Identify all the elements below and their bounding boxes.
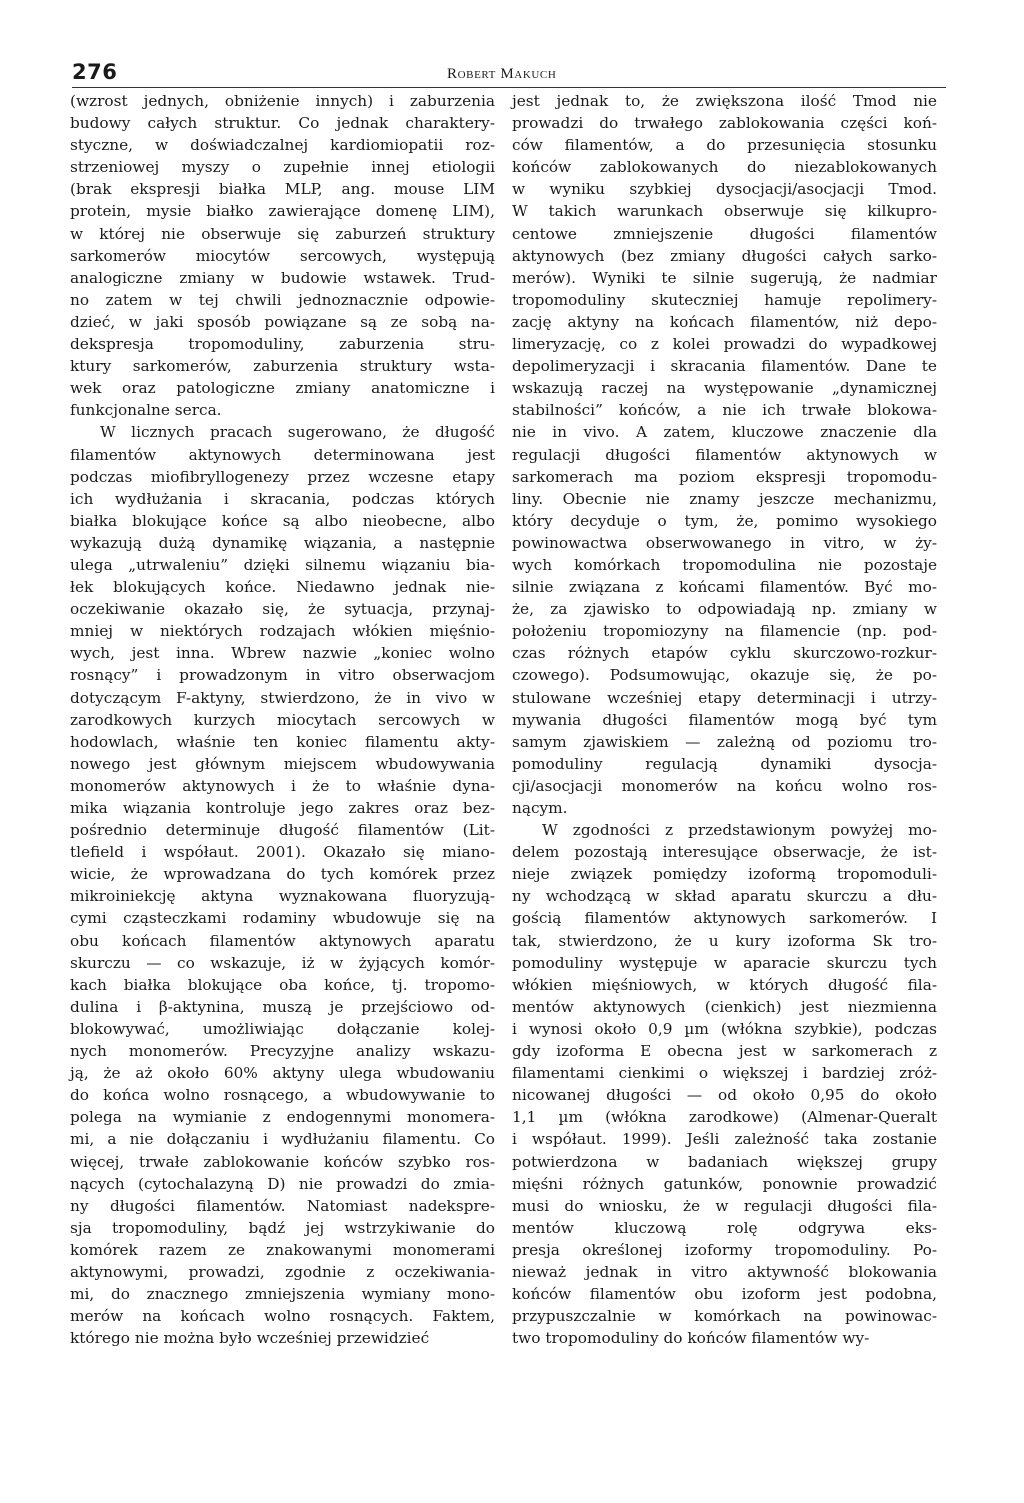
text-line: wych komórkach tropomodulina nie pozostaje <box>512 555 937 574</box>
text-line: włókien mięśniowych, w których długość fila- <box>512 975 937 994</box>
text-line: końców zablokowanych do niezablokowanych <box>512 158 937 177</box>
text-line: mi, a nie dołączaniu i wydłużaniu filamentu. Co <box>70 1130 495 1149</box>
text-line: centowe zmniejszenie długości filamentów <box>512 224 937 243</box>
text-line: regulacji długości filamentów aktynowych w <box>512 445 937 464</box>
text-line: tak, stwierdzono, że u kury izoforma Sk tro- <box>512 931 937 950</box>
text-line: białka blokujące końce są albo nieobecne, albo <box>70 511 495 530</box>
text-line: mi, do znacznego zmniejszenia wymiany mono- <box>70 1285 495 1304</box>
text-line: limeryzację, co z kolei prowadzi do wypadkowej <box>512 335 937 354</box>
text-line: prowadzi do trwałego zablokowania części koń- <box>512 114 937 133</box>
text-line: mika wiązania kontroluje jego zakres oraz bez- <box>70 799 495 817</box>
text-line: sarkomerach ma poziom ekspresji tropomodu- <box>512 467 937 486</box>
text-line: pomoduliny regulacją dynamiki dysocja- <box>512 754 937 773</box>
right-column <box>512 90 937 1349</box>
text-line: filamentami cienkimi o większej i bardziej zróż- <box>512 1064 937 1083</box>
text-line: ny długości filamentów. Natomiast nadekspre- <box>70 1196 495 1215</box>
header-rule <box>72 87 946 88</box>
text-line: tlefield i współaut. 2001). Okazało się miano- <box>70 843 495 862</box>
text-line: wek oraz patologiczne zmiany anatomiczne i <box>70 379 495 398</box>
left-column <box>70 90 495 1349</box>
text-line: którego nie można było wcześniej przewidzieć <box>70 1329 430 1348</box>
text-line: czowego). Podsumowując, okazuje się, że po- <box>512 666 937 685</box>
text-line: oczekiwanie okazało się, że sytuacja, przynaj- <box>70 600 495 619</box>
text-line: mikroiniekcję aktyna wyznakowana fluoryzują- <box>70 887 495 906</box>
text-line: w wyniku szybkiej dysocjacji/asocjacji Tmod. <box>512 180 937 199</box>
page-number: 276 <box>72 60 118 84</box>
text-line: wykazują dużą dynamikę wiązania, a następnie <box>70 533 495 552</box>
text-line: aktynowych (bez zmiany długości całych sarko- <box>512 246 937 265</box>
text-line: pośrednio determinuje długość filamentów (Lit- <box>70 821 495 840</box>
text-line: ich wydłużania i skracania, podczas których <box>70 489 495 508</box>
text-line: wskazują raczej na występowanie „dynamicznej <box>512 379 937 398</box>
text-line: W licznych pracach sugerowano, że długość <box>100 423 495 442</box>
page-header <box>72 58 946 88</box>
text-line: gością filamentów aktynowych sarkomerów. I <box>512 909 937 928</box>
text-line: delem pozostają interesujące obserwacje, że ist- <box>512 843 937 862</box>
text-line: 1,1 µm (włókna zarodkowe) (Almenar-Queralt <box>512 1108 937 1127</box>
text-line: kach białka blokujące oba końce, tj. tropomo- <box>70 975 495 994</box>
text-line: powinowactwa obserwowanego in vitro, w ży- <box>512 533 937 552</box>
text-line: stabilności” końców, a nie ich trwałe blokowa- <box>512 401 937 420</box>
text-line: ulega „utrwaleniu” dzięki silnemu wiązaniu bia- <box>70 555 495 574</box>
text-line: stulowane wcześniej etapy determinacji i utrzy- <box>512 688 937 707</box>
text-line: musi do wniosku, że w regulacji długości fila- <box>512 1196 937 1215</box>
text-line: dekspresja tropomoduliny, zaburzenia stru- <box>70 335 495 354</box>
text-line: no zatem w tej chwili jednoznacznie odpowie- <box>70 290 495 309</box>
text-line: ją, że aż około 60% aktyny ulega wbudowaniu <box>70 1064 495 1083</box>
text-line: polega na wymianie z endogennymi monomera- <box>70 1108 495 1127</box>
text-line: filamentów aktynowych determinowana jest <box>70 445 495 464</box>
text-line: ny wchodzącą w skład aparatu skurczu a dłu- <box>512 887 937 906</box>
text-line: silnie związana z końcami filamentów. Być mo- <box>512 578 937 597</box>
text-line: samym zjawiskiem — zależną od poziomu tro- <box>512 732 937 751</box>
text-line: dulina i β-aktynina, muszą je przejściowo od- <box>70 997 495 1016</box>
text-line: mięśni różnych gatunków, ponownie prowadzić <box>512 1174 937 1193</box>
text-line: nieje związek pomiędzy izoformą tropomoduli- <box>512 865 937 884</box>
text-line: wicie, że wprowadzana do tych komórek przez <box>70 865 495 884</box>
text-line: hodowlach, właśnie ten koniec filamentu akty- <box>70 732 495 751</box>
text-line: nych monomerów. Precyzyjne analizy wskazu- <box>70 1042 495 1061</box>
text-line: sarkomerów miocytów sercowych, występują <box>70 246 495 265</box>
text-line: blokowywać, umożliwiając dołączanie kolej- <box>70 1019 495 1038</box>
text-line: że, za zjawisko to odpowiadają np. zmiany w <box>512 600 937 619</box>
text-line: tropomoduliny skuteczniej hamuje repolimery- <box>512 290 937 309</box>
text-line: merów). Wyniki te silnie sugerują, że nadmiar <box>512 268 937 287</box>
text-line: jest jednak to, że zwiększona ilość Tmod nie <box>512 92 937 110</box>
text-line: mywania długości filamentów mogą być tym <box>512 710 937 729</box>
text-line: sja tropomoduliny, bądź jej wstrzykiwanie do <box>70 1218 495 1237</box>
text-line: skurczu — co wskazuje, iż w żyjących komór- <box>70 953 495 972</box>
text-line: dzieć, w jaki sposób powiązane są ze sobą na- <box>70 312 495 331</box>
text-line: nicowanej długości — od około 0,95 do około <box>512 1086 937 1105</box>
text-line: mniej w niektórych rodzajach włókien mięśnio- <box>70 622 495 641</box>
text-line: gdy izoforma E obecna jest w sarkomerach z <box>512 1042 937 1061</box>
text-line: mentów kluczową rolę odgrywa eks- <box>512 1218 937 1237</box>
text-line: przypuszczalnie w komórkach na powinowac- <box>512 1307 937 1326</box>
text-line: presja określonej izoformy tropomoduliny. Po- <box>512 1240 937 1259</box>
text-line: nowego jest głównym miejscem wbudowywania <box>70 754 495 773</box>
text-line: protein, mysie białko zawierające domenę LIM), <box>70 202 495 221</box>
text-line: położeniu tropomiozyny na filamencie (np. pod- <box>512 622 937 641</box>
text-line: w której nie obserwuje się zaburzeń struktury <box>70 224 495 243</box>
text-line: nących (cytochalazyną D) nie prowadzi do zmia- <box>70 1174 495 1193</box>
text-line: ktury sarkomerów, zaburzenia struktury wsta- <box>70 357 495 376</box>
text-line: two tropomoduliny do końców filamentów wy- <box>512 1329 870 1348</box>
text-line: i wynosi około 0,9 µm (włókna szybkie), podczas <box>512 1019 937 1038</box>
text-line: (wzrost jednych, obniżenie innych) i zaburzenia <box>70 92 495 110</box>
text-line: W takich warunkach obserwuje się kilkupro- <box>512 202 937 221</box>
text-line: łek blokujących końce. Niedawno jednak nie- <box>70 578 495 597</box>
text-line: który decyduje o tym, że, pomimo wysokiego <box>512 511 937 530</box>
text-line: dotyczącym F-aktyny, stwierdzono, że in vivo w <box>70 688 495 707</box>
text-line: (brak ekspresji białka MLP, ang. mouse LIM <box>70 180 495 199</box>
running-head: Robert Makuch <box>447 66 557 82</box>
text-line: komórek razem ze znakowanymi monomerami <box>70 1240 495 1259</box>
text-line: zarodkowych kurzych miocytach sercowych w <box>70 710 495 729</box>
text-line: obu końcach filamentów aktynowych aparatu <box>70 931 495 950</box>
text-line: analogiczne zmiany w budowie wstawek. Trud- <box>70 268 495 287</box>
text-line: więcej, trwałe zablokowanie końców szybko ros- <box>70 1152 495 1171</box>
text-line: liny. Obecnie nie znamy jeszcze mechanizmu, <box>512 489 937 508</box>
text-line: rosnący” i prowadzonym in vitro obserwacjom <box>70 666 495 685</box>
text-line: wych, jest inna. Wbrew nazwie „koniec wolno <box>70 644 495 663</box>
text-line: końców filamentów obu izoform jest podobna, <box>512 1285 937 1304</box>
text-line: budowy całych struktur. Co jednak charaktery- <box>70 114 495 133</box>
text-line: potwierdzona w badaniach większej grupy <box>512 1152 937 1171</box>
text-line: nącym. <box>512 799 568 817</box>
text-line: podczas miofibryllogenezy przez wczesne etapy <box>70 467 495 486</box>
text-line: pomoduliny występuje w aparacie skurczu tych <box>512 953 937 972</box>
text-line: zację aktyny na końcach filamentów, niż depo- <box>512 312 937 331</box>
text-line: W zgodności z przedstawionym powyżej mo- <box>542 821 937 840</box>
text-line: strzeniowej myszy o zupełnie innej etiologii <box>70 158 495 177</box>
text-line: cymi cząsteczkami rodaminy wbudowuje się na <box>70 909 495 928</box>
text-line: monomerów aktynowych i że to właśnie dyna- <box>70 776 495 795</box>
text-line: aktynowymi, prowadzi, zgodnie z oczekiwania- <box>70 1262 495 1281</box>
text-line: ców filamentów, a do przesunięcia stosunku <box>512 136 937 155</box>
text-line: i współaut. 1999). Jeśli zależność taka zostanie <box>512 1130 937 1149</box>
text-line: merów na końcach wolno rosnących. Faktem, <box>70 1307 495 1326</box>
text-line: depolimeryzacji i skracania filamentów. Dane te <box>512 357 937 376</box>
text-line: do końca wolno rosnącego, a wbudowywanie to <box>70 1086 495 1105</box>
text-line: nieważ jednak in vitro aktywność blokowania <box>512 1262 937 1281</box>
text-line: styczne, w doświadczalnej kardiomiopatii roz- <box>70 136 495 155</box>
text-line: mentów aktynowych (cienkich) jest niezmienna <box>512 997 937 1016</box>
text-line: funkcjonalne serca. <box>70 401 222 420</box>
text-line: czas różnych etapów cyklu skurczowo-rozkur- <box>512 644 937 663</box>
text-line: cji/asocjacji monomerów na końcu wolno ros- <box>512 776 937 795</box>
text-line: nie in vivo. A zatem, kluczowe znaczenie dla <box>512 423 937 442</box>
